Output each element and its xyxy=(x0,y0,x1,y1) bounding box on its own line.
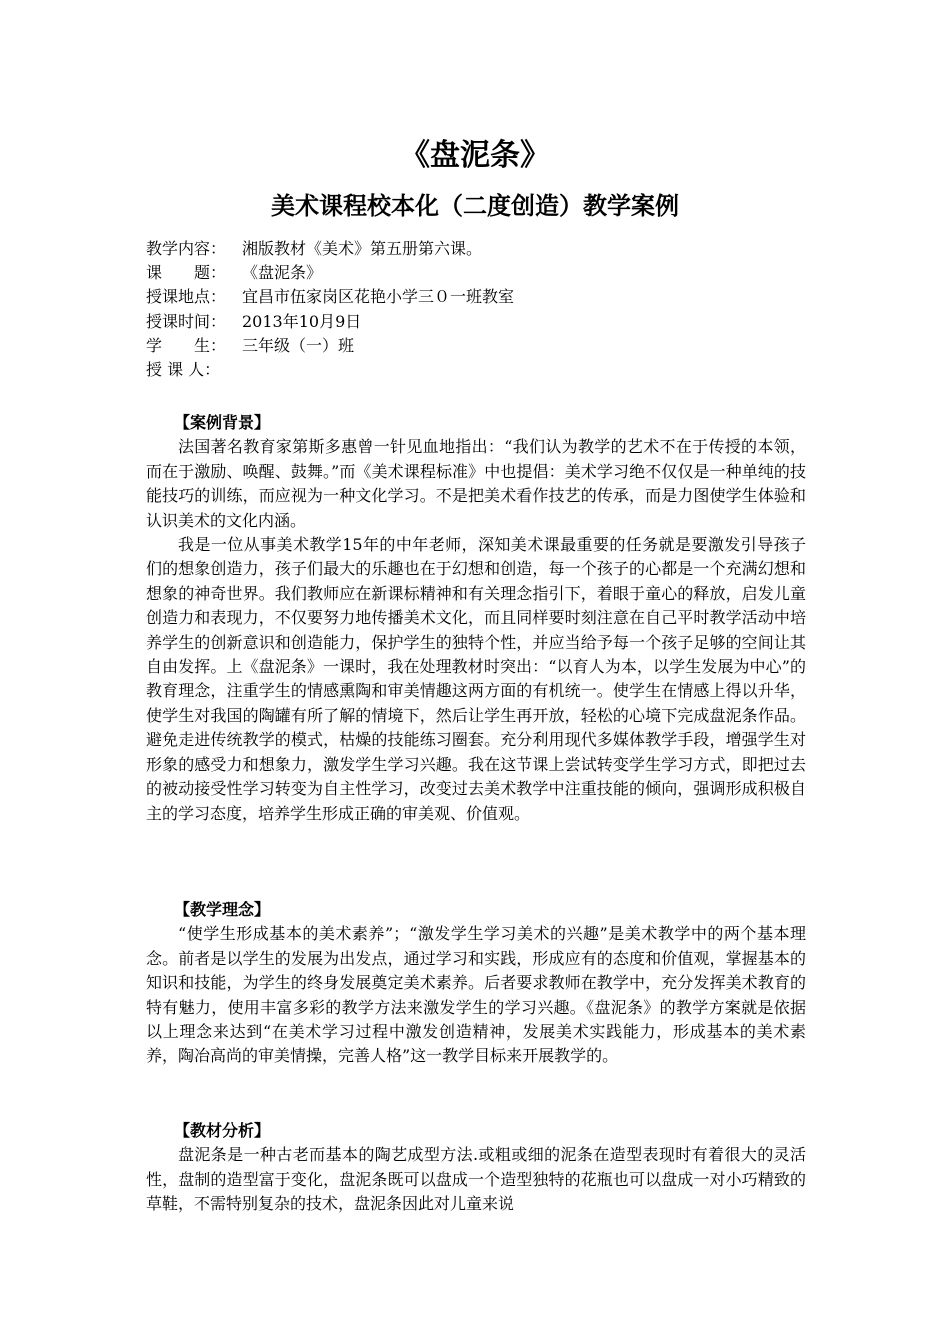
section-heading: 【案例背景】 xyxy=(174,413,271,432)
document-subtitle: 美术课程校本化（二度创造）教学案例 xyxy=(271,192,679,220)
info-row-students xyxy=(146,334,514,358)
info-row-teacher xyxy=(146,358,514,382)
section-heading: 【教学理念】 xyxy=(174,900,271,919)
lesson-info xyxy=(146,237,514,382)
info-label: 授课地点： xyxy=(146,287,227,307)
info-value: 2013年10月9日 xyxy=(242,311,362,331)
info-row-topic xyxy=(146,261,514,285)
document-title: 《盘泥条》 xyxy=(400,138,550,173)
info-value: 三年级（一）班 xyxy=(242,335,355,355)
info-value: 《盘泥条》 xyxy=(242,263,323,283)
info-label: 课 题： xyxy=(146,263,227,283)
paragraph: 盘泥条是一种古老而基本的陶艺成型方法.或粗或细的泥条在造型表现时有着很大的灵活性，盘制的造型富于变化，盘泥条既可以盘成一个造型独特的花瓶也可以盘成一对小巧精致的草鞋，不需特别复杂的技术，盘泥条因此对儿童来说 xyxy=(146,1145,806,1214)
info-value: 宜昌市伍家岗区花艳小学三０一班教室 xyxy=(242,287,515,307)
info-label: 授 课 人： xyxy=(146,359,221,379)
paragraph: 法国著名教育家第斯多惠曾一针见血地指出：“我们认为教学的艺术不在于传授的本领，而在于激励、唤醒、鼓舞。”而《美术课程标准》中也提倡：美术学习绝不仅仅是一种单纯的技能技巧的训练，而应视为一种文化学习。不是把美术看作技艺的传承，而是力图使学生体验和认识美术的文化内涵。 xyxy=(146,437,806,530)
section-heading: 【教材分析】 xyxy=(174,1121,271,1140)
info-value: 湘版教材《美术》第五册第六课。 xyxy=(242,239,483,258)
section-philosophy xyxy=(146,898,806,1069)
info-row-content xyxy=(146,237,514,261)
info-row-location xyxy=(146,285,514,309)
info-row-time xyxy=(146,310,514,334)
section-background xyxy=(146,411,806,826)
info-label: 学 生： xyxy=(146,335,227,355)
paragraph: 我是一位从事美术教学15年的中年老师，深知美术课最重要的任务就是要激发引导孩子们的想象创造力，孩子们最大的乐趣也在于幻想和创造，每一个孩子的心都是一个充满幻想和想象的神奇世界。我们教师应在新课标精神和有关理念指引下，着眼于童心的释放，启发儿童创造力和表现力，不仅要努力地传播美术文化，而且同样要时刻注意在自己平时教学活动中培养学生的创新意识和创造能力，保护学生的独特个性，并应当给予每一个孩子足够的空间让其自由发挥。上《盘泥条》一课时，我在处理教材时突出：“以育人为本，以学生发展为中心”的教育理念，注重学生的情感熏陶和审美情趣这两方面的有机统一。使学生在情感上得以升华，使学生对我国的陶罐有所了解的情境下，然后让学生再开放，轻松的心境下完成盘泥条作品。避免走进传统教学的模式，枯燥的技能练习圈套。充分利用现代多媒体教学手段，增强学生对形象的感受力和想象力，激发学生学习兴趣。我在这节课上尝试转变学生学习方式，即把过去的被动接受性学习转变为自主性学习，改变过去美术教学中注重技能的倾向，强调形成积极自主的学习态度，培养学生形成正确的审美观、价值观。 xyxy=(146,535,806,823)
info-label: 教学内容： xyxy=(146,239,227,258)
section-analysis xyxy=(146,1119,806,1217)
info-label: 授课时间： xyxy=(146,311,227,331)
paragraph: “使学生形成基本的美术素养”；“激发学生学习美术的兴趣”是美术教学中的两个基本理念。前者是以学生的发展为出发点，通过学习和实践，形成应有的态度和价值观，掌握基本的知识和技能，为学生的终身发展奠定美术素养。后者要求教师在教学中，充分发挥美术教育的特有魅力，使用丰富多彩的教学方法来激发学生的学习兴趣。《盘泥条》的教学方案就是依据以上理念来达到“在美术学习过程中激发创造精神，发展美术实践能力，形成基本的美术素养，陶冶高尚的审美情操，完善人格”这一教学目标来开展教学的。 xyxy=(146,924,806,1066)
